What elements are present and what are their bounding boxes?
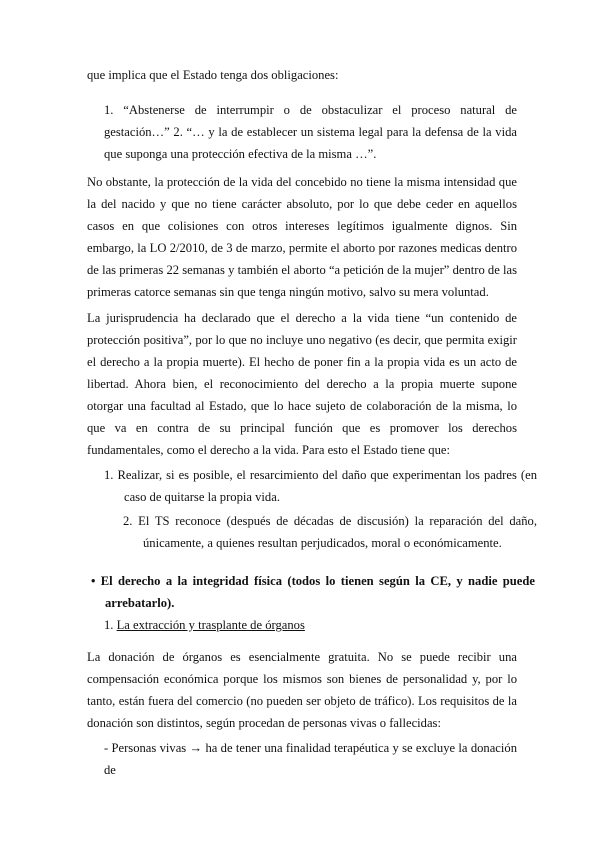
state-obligation-2: 2. El TS reconoce (después de décadas de discusión) la reparación del daño, únicamente, a quienes resultan perjudicados, moral o económicamente. <box>123 514 537 550</box>
section-heading-integridad-fisica: • El derecho a la integridad física (todos lo tienen según la CE, y nadie puede arrebatarlo). <box>91 574 535 610</box>
paragraph-donacion: La donación de órganos es esencialmente gratuita. No se puede recibir una compensación económica porque los mismos son bienes de personalidad y, por lo tanto, están fuera del comercio (no pueden ser objeto de tráfico). Los requisitos de la donación son distintos, según procedan de personas vivas o fallecidas: <box>87 650 517 730</box>
subsection-title: La extracción y trasplante de órganos <box>116 618 305 632</box>
paragraph-jurisprudencia: La jurisprudencia ha declarado que el derecho a la vida tiene “un contenido de protección positiva”, por lo que no incluye uno negativo (es decir, que permita exigir el derecho a la propia muerte). El hecho de poner fin a la propia vida es un acto de libertad. Ahora bien, el reconocimiento del derecho a la propia muerte supone otorgar una facultad al Estado, que lo hace sujeto de colaboración de la misma, lo que va en contra de su principal función que es promover los derechos fundamentales, como el derecho a la vida. Para esto el Estado tiene que: <box>87 311 517 457</box>
state-obligation-1: 1. Realizar, si es posible, el resarcimiento del daño que experimentan los padres (en caso de quitarse la propia vida. <box>104 468 537 504</box>
living-donors-item: - Personas vivas → ha de tener una finalidad terapéutica y se excluye la donación de <box>104 741 517 777</box>
subsection-number: 1. <box>104 618 114 632</box>
intro-line: que implica que el Estado tenga dos obligaciones: <box>87 68 339 82</box>
obligations-list-item: 1. “Abstenerse de interrumpir o de obstaculizar el proceso natural de gestación…” 2. “… y la de establecer un sistema legal para la defensa de la vida que suponga una protección efectiva de la misma …”. <box>104 103 517 161</box>
subsection-heading <box>104 614 517 636</box>
paragraph-no-obstante: No obstante, la protección de la vida del concebido no tiene la misma intensidad que la del nacido y que no tiene carácter absoluto, por lo que debe ceder en aquellos casos en que colisiones con otros intereses legítimos igualmente dignos. Sin embargo, la LO 2/2010, de 3 de marzo, permite el aborto por razones medicas dentro de las primeras 22 semanas y también el aborto “a petición de la mujer” dentro de las primeras catorce semanas sin que tenga ningún motivo, salvo su mera voluntad. <box>87 175 517 299</box>
